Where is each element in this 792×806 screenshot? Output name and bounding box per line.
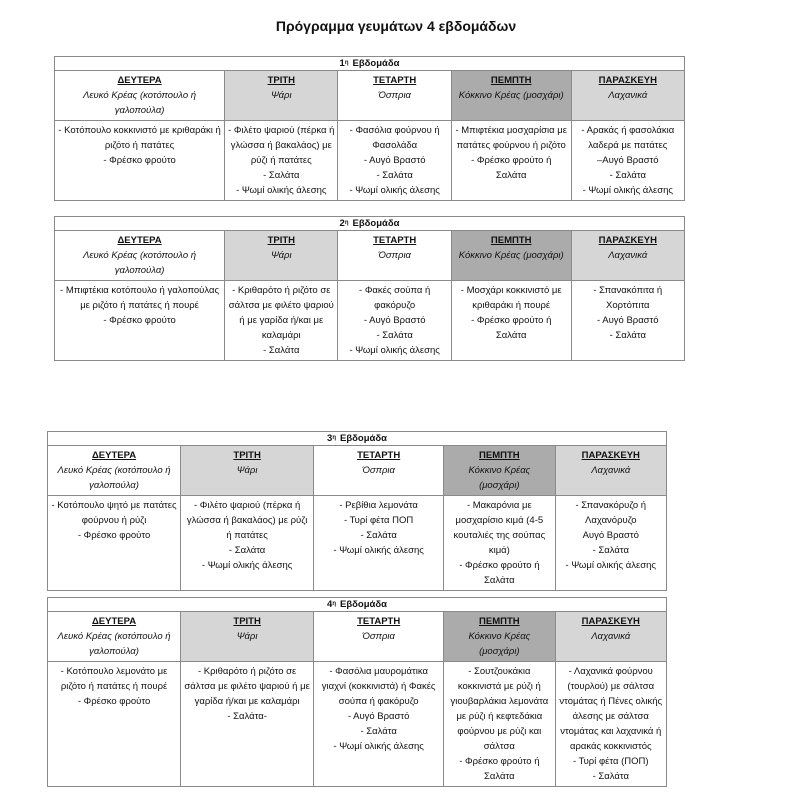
meals-row [48,496,667,591]
meal-item: - Ψωμί ολικής άλεσης [582,185,673,196]
week-heading [55,57,685,71]
week-heading [55,217,685,231]
day-header [555,612,666,662]
day-name: ΠΑΡΑΣΚΕΥΗ [581,616,640,627]
week-heading [48,432,667,446]
ordinal-suffix: η [332,601,336,607]
meal-item: - Σαλάτα [228,545,266,556]
meal-cell [48,662,181,787]
meal-item: Αυγό Βραστό [582,530,639,541]
meal-item: - Αυγό Βραστό [363,315,426,326]
day-name: ΠΕΜΠΤΗ [479,450,520,461]
meal-item: - Αυγό Βραστό [347,711,410,722]
day-category: Ψάρι [270,250,292,261]
ordinal-suffix: η [332,435,336,441]
week-heading [48,598,667,612]
day-category: Ψάρι [236,631,258,642]
week-number: 4 [327,599,333,610]
day-header [555,446,666,496]
day-header [48,612,181,662]
day-category: Κόκκινο Κρέας (μοσχάρι) [458,90,564,101]
meal-item: - Ψωμί ολικής άλεσης [201,560,293,571]
meal-cell [451,281,571,361]
day-header [451,231,571,281]
meal-cell [181,496,314,591]
meal-item: - Φιλέτο ψαριού (πέρκα ή γλώσσα ή βακαλάος) με ρύζι ή πατάτες [186,500,308,541]
page-title: Πρόγραμμα γευμάτων 4 εβδομάδων [275,18,517,34]
meal-item: - Κοτόπουλο λεμονάτο με ριζότο ή πατάτες ή πουρέ [60,666,168,692]
meals-row [55,281,685,361]
ordinal-suffix: η [344,220,349,226]
day-category: Ψάρι [270,90,292,101]
day-name: ΠΕΜΠΤΗ [490,235,532,246]
meal-item: - Φιλέτο ψαριού (πέρκα ή γλώσσα ή βακαλάος) με ρύζι ή πατάτες [228,125,335,166]
meal-item: - Κοτόπουλο κοκκινιστό με κριθαράκι ή ριζότο ή πατάτες [58,125,221,151]
meal-item: - Σαλάτα [263,345,300,356]
meal-item: - Κριθαρότο ή ριζότο σε σάλτσα με φιλέτο ψαριού ή με γαρίδα ή/και με καλαμάρι [228,285,334,341]
day-header-row [48,612,667,662]
meal-item: - Σαλάτα [360,726,397,737]
day-name: ΠΑΡΑΣΚΕΥΗ [581,450,640,461]
meal-cell [338,281,451,361]
meal-item: - Φασόλια φούρνου ή Φασολάδα [349,125,440,151]
day-header [444,612,555,662]
meal-item: - Σαλάτα [263,170,300,181]
day-header [225,71,338,121]
day-header [444,446,555,496]
day-header [314,446,444,496]
meal-item: - Σαλάτα [592,771,629,782]
week-label: Εβδομάδα [340,599,387,610]
day-header [181,446,314,496]
day-category: Ψάρι [236,465,258,476]
meal-item: - Μπιφτέκια μοσχαρίσια με πατάτες φούρνου ή ριζότο [455,125,567,151]
day-name: ΔΕΥΤΕΡΑ [91,616,137,627]
meal-cell [55,121,225,201]
meal-item: - Φρέσκο φρούτο ή Σαλάτα [459,756,540,782]
week-label: Εβδομάδα [352,218,400,229]
day-name: ΤΕΤΑΡΤΗ [373,75,417,86]
meal-cell [555,662,666,787]
day-category: Λαχανικά [591,631,631,642]
meal-cell [555,496,666,591]
meal-item: - Ψωμί ολικής άλεσης [333,741,424,752]
day-name: ΤΡΙΤΗ [233,450,261,461]
meal-item: - Τυρί φέτα ΠΟΠ [344,515,414,526]
day-header [314,612,444,662]
meal-cell [225,121,338,201]
week-3-table [47,431,667,591]
meal-item: - Φρέσκο φρούτο [77,530,151,541]
meal-item: - Φρέσκο φρούτο ή Σαλάτα [459,560,540,586]
day-name: ΔΕΥΤΕΡΑ [91,450,137,461]
meal-item: - Σαλάτα [376,330,413,341]
meal-item: - Σαλάτα [609,330,646,341]
day-name: ΤΡΙΤΗ [267,235,296,246]
meal-item: - Ψωμί ολικής άλεσης [565,560,656,571]
day-category: Όσπρια [378,250,411,261]
day-name: ΠΕΜΠΤΗ [490,75,532,86]
day-header-row [48,446,667,496]
day-category: Λαχανικά [608,250,648,261]
day-name: ΠΑΡΑΣΚΕΥΗ [598,235,657,246]
day-header [225,231,338,281]
meal-item: - Μοσχάρι κοκκινιστό με κριθαράκι ή πουρέ [460,285,562,311]
day-category: Λευκό Κρέας (κοτόπουλο ή γαλοπούλα) [83,90,197,116]
day-category: Κόκκινο Κρέας (μοσχάρι) [468,631,531,657]
meal-item: - Φασόλια μαυρομάτικα γιαχνί (κοκκινιστά) ή Φακές σούπα ή φακόρυζο [321,666,436,707]
day-header [571,71,684,121]
day-header [181,612,314,662]
week-label: Εβδομάδα [340,433,387,444]
meal-cell [444,662,555,787]
week-1-table [54,56,685,201]
meal-item: - Αυγό Βραστό [596,315,659,326]
day-name: ΤΡΙΤΗ [233,616,261,627]
meals-row [48,662,667,787]
day-category: Κόκκινο Κρέας (μοσχάρι) [458,250,564,261]
meal-item: - Σπανακόρυζο ή Λαχανόρυζο [575,500,647,526]
meal-item: - Αρακάς ή φασολάκια λαδερά με πατάτες [581,125,675,151]
meals-row [55,121,685,201]
meal-item: - Ψωμί ολικής άλεσης [236,185,327,196]
meal-item: - Ρεβίθια λεμονάτα [339,500,418,511]
day-name: ΔΕΥΤΕΡΑ [117,235,162,246]
meal-item: - Αυγό Βραστό [363,155,426,166]
meal-item: - Σουτζουκάκια κοκκινιστά με ρύζι ή γιουβαρλάκια λεμονάτα με ρύζι ή κεφτεδάκια φούρνου με ρύζι και σάλτσα [450,666,549,752]
day-name: ΤΕΤΑΡΤΗ [357,450,401,461]
week-label: Εβδομάδα [352,58,400,69]
week-number: 2 [339,218,345,229]
day-header-row [55,231,685,281]
day-header [451,71,571,121]
day-name: ΤΕΤΑΡΤΗ [373,235,417,246]
day-name: ΤΡΙΤΗ [267,75,296,86]
meal-item: - Ψωμί ολικής άλεσης [349,185,440,196]
meal-cell [571,281,684,361]
day-category: Όσπρια [378,90,411,101]
day-category: Λαχανικά [591,465,631,476]
meal-item: - Σαλάτα [376,170,413,181]
meal-item: - Κοτόπουλο ψητό με πατάτες φούρνου ή ρύζι [51,500,177,526]
meal-item: - Φρέσκο φρούτο ή Σαλάτα [471,315,552,341]
meal-item: - Φρέσκο φρούτο [77,696,151,707]
meal-item: - Σπανακόπιτα ή Χορτόπιτα [593,285,663,311]
week-number: 3 [327,433,333,444]
day-header [48,446,181,496]
day-header [338,71,451,121]
week-2-table [54,216,685,361]
meal-cell [314,496,444,591]
day-category: Όσπρια [362,631,395,642]
meal-item: - Ψωμί ολικής άλεσης [349,345,440,356]
meal-item: - Ψωμί ολικής άλεσης [333,545,424,556]
meal-cell [451,121,571,201]
meal-item: - Σαλάτα- [227,711,267,722]
day-category: Κόκκινο Κρέας (μοσχάρι) [468,465,531,491]
meal-item: - Κριθαρότο ή ριζότο σε σάλτσα με φιλέτο ψαριού ή με γαρίδα ή/και με καλαμάρι [184,666,310,707]
day-name: ΔΕΥΤΕΡΑ [117,75,162,86]
day-header [55,231,225,281]
day-header-row [55,71,685,121]
meal-cell [55,281,225,361]
meal-cell [225,281,338,361]
meal-cell [181,662,314,787]
meal-item: - Σαλάτα [592,545,629,556]
meal-cell [314,662,444,787]
meal-cell [444,496,555,591]
day-category: Λευκό Κρέας (κοτόπουλο ή γαλοπούλα) [83,250,197,276]
day-header [571,231,684,281]
meal-cell [571,121,684,201]
day-category: Όσπρια [362,465,395,476]
meal-item: - Μακαρόνια με μοσχαρίσιο κιμά (4-5 κουταλιές της σούπας κιμά) [453,500,546,556]
day-category: Λευκό Κρέας (κοτόπουλο ή γαλοπούλα) [57,631,171,657]
meal-item: –Αυγό Βραστό [596,155,659,166]
meal-cell [48,496,181,591]
meal-cell [338,121,451,201]
week-number: 1 [339,58,345,69]
meal-item: - Φρέσκο φρούτο ή Σαλάτα [471,155,552,181]
day-name: ΠΕΜΠΤΗ [479,616,520,627]
meal-item: - Τυρί φέτα (ΠΟΠ) [572,756,649,767]
meal-item: - Φρέσκο φρούτο [103,315,176,326]
meal-item: - Μπιφτέκια κοτόπουλο ή γαλοπούλας με ριζότο ή πατάτες ή πουρέ [60,285,220,311]
meal-item: - Λαχανικά φούρνου (τουρλού) με σάλτσα ντομάτας ή Πένες ολικής άλεσης με σάλτσα ντομάτας και λαχανικά ή αρακάς κοκκινιστός [559,666,663,752]
week-4-table [47,597,667,787]
meal-item: - Φρέσκο φρούτο [103,155,176,166]
day-name: ΤΕΤΑΡΤΗ [357,616,401,627]
day-header [55,71,225,121]
day-category: Λαχανικά [608,90,648,101]
ordinal-suffix: η [344,60,349,66]
meal-item: - Σαλάτα [609,170,646,181]
meal-item: - Σαλάτα [360,530,397,541]
day-header [338,231,451,281]
meal-item: - Φακές σούπα ή φακόρυζο [359,285,431,311]
day-name: ΠΑΡΑΣΚΕΥΗ [598,75,657,86]
day-category: Λευκό Κρέας (κοτόπουλο ή γαλοπούλα) [57,465,171,491]
